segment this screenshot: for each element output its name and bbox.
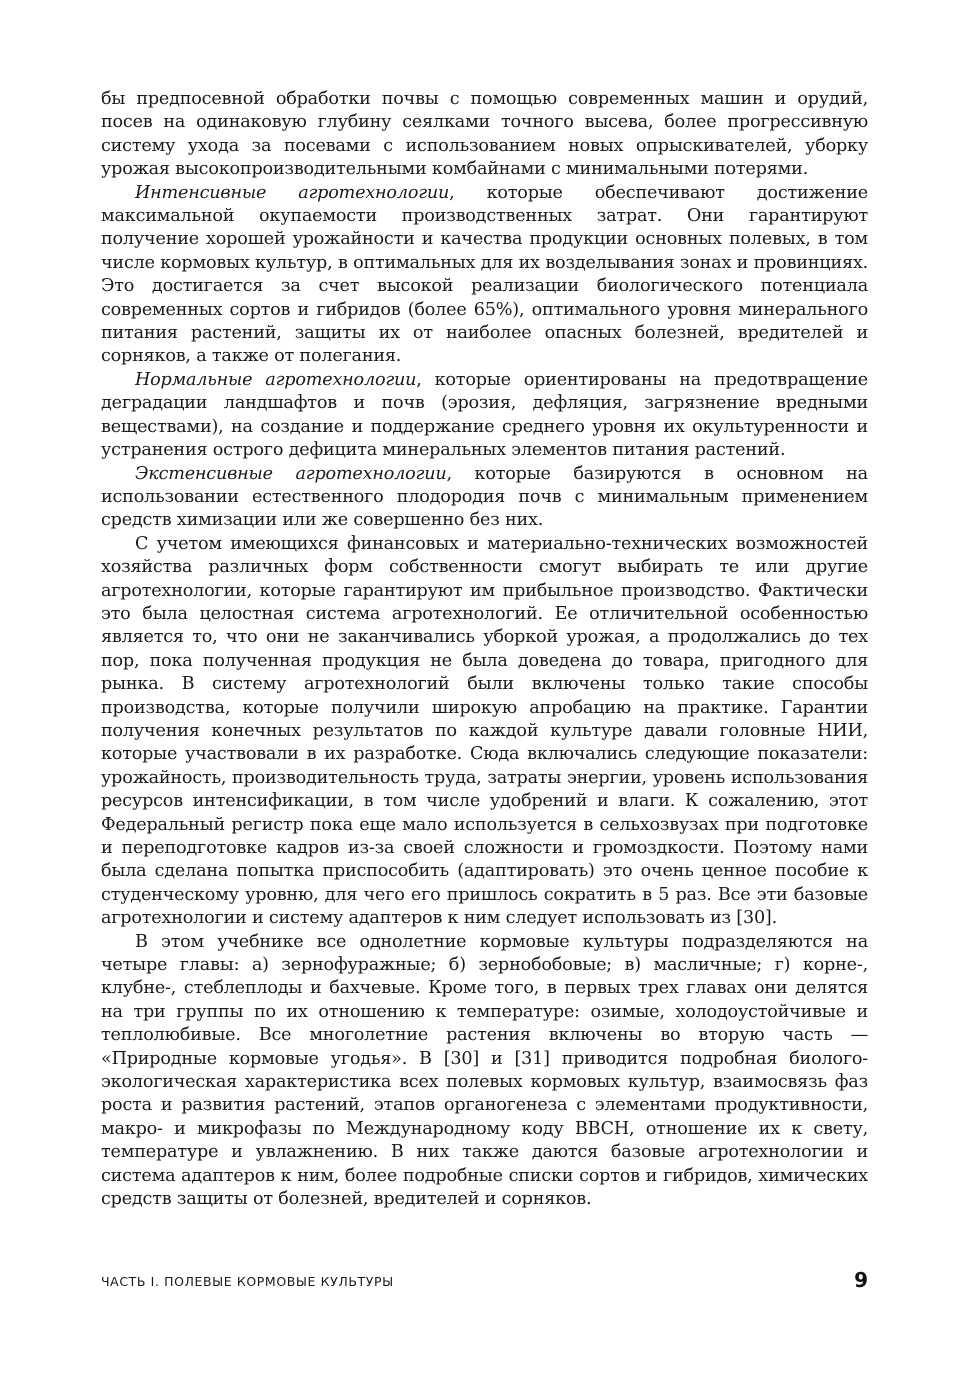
paragraph-4-text: , которые базируются в основном на использовании естественного плодородия почв с минимальным применением средств химизации или же совершенно без них. [101,463,868,531]
paragraph-6: В этом учебнике все однолетние кормовые культуры подразделяются на четыре главы: а) зернофуражные; б) зернобобовые; в) масличные; г) корне-, клубне-, стеблеплоды и бахчевые. Кроме того, в первых трех главах они делятся на три группы по их отношению к температуре: озимые, холодоустойчивые и теплолюбивые. Все многолетние растения включены во вторую часть — «Природные кормовые угодья». В [30] и [31] приводится подробная биолого-экологическая характеристика всех полевых кормовых культур, взаимосвязь фаз роста и развития растений, этапов органогенеза с элементами продуктивности, макро- и микрофазы по Международному коду BBCH, отношение их к свету, температуре и увлажнению. В них также даются базовые агротехнологии и система адаптеров к ним, более подробные списки сортов и гибридов, химических средств защиты от болезней, вредителей и сорняков. [101,931,868,1210]
term-intensive: Интенсивные агротехнологии [135,182,450,203]
paragraph-2 [101,182,868,369]
page-number: 9 [854,1268,868,1292]
page-body [101,88,868,1212]
running-title: ЧАСТЬ I. ПОЛЕВЫЕ КОРМОВЫЕ КУЛЬТУРЫ [101,1274,394,1289]
paragraph-3 [101,369,868,463]
paragraph-1: бы предпосевной обработки почвы с помощью современных машин и орудий, посев на одинаковую глубину сеялками точного высева, более прогрессивную систему ухода за посевами с использованием новых опрыскивателей, уборку урожая высокопроизводительными комбайнами с минимальными потерями. [101,89,868,180]
term-normal: Нормальные агротехнологии [135,369,417,390]
paragraph-4 [101,463,868,533]
page-footer [101,1268,868,1296]
paragraph-2-text: , которые обеспечивают достижение максимальной окупаемости производственных затрат. Они гарантируют получение хорошей урожайности и качества продукции основных полевых, в том числе кормовых культур, в оптимальных для их возделывания зонах и провинциях. Это достигается за счет высокой реализации биологического потенциала современных сортов и гибридов (более 65%), оптимального уровня минерального питания растений, защиты их от наиболее опасных болезней, вредителей и сорняков, а также от полегания. [101,182,868,367]
term-extensive: Экстенсивные агротехнологии [135,463,447,484]
paragraph-5: С учетом имеющихся финансовых и материально-технических возможностей хозяйства различных форм собственности смогут выбирать те или другие агротехнологии, которые гарантируют им прибыльное производство. Фактически это была целостная система агротехнологий. Ее отличительной особенностью является то, что они не заканчивались уборкой урожая, а продолжались до тех пор, пока полученная продукция не была доведена до товара, пригодного для рынка. В систему агротехнологий были включены только такие способы производства, которые получили широкую апробацию на практике. Гарантии получения конечных результатов по каждой культуре давали головные НИИ, которые участвовали в их разработке. Сюда включались следующие показатели: урожайность, производительность труда, затраты энергии, уровень использования ресурсов интенсификации, в том числе удобрений и влаги. К сожалению, этот Федеральный регистр пока еще мало используется в сельхозвузах при подготовке и переподготовке кадров из-за своей сложности и громоздкости. Поэтому нами была сделана попытка приспособить (адаптировать) это очень ценное пособие к студенческому уровню, для чего его пришлось сократить в 5 раз. Все эти базовые агротехнологии и систему адаптеров к ним следует использовать из [30]. [101,533,868,929]
paragraph-3-text: , которые ориентированы на предотвращение деградации ландшафтов и почв (эрозия, дефляция, загрязнение вредными веществами), на создание и поддержание среднего уровня их окультуренности и устранения острого дефицита минеральных элементов питания растений. [101,369,868,461]
